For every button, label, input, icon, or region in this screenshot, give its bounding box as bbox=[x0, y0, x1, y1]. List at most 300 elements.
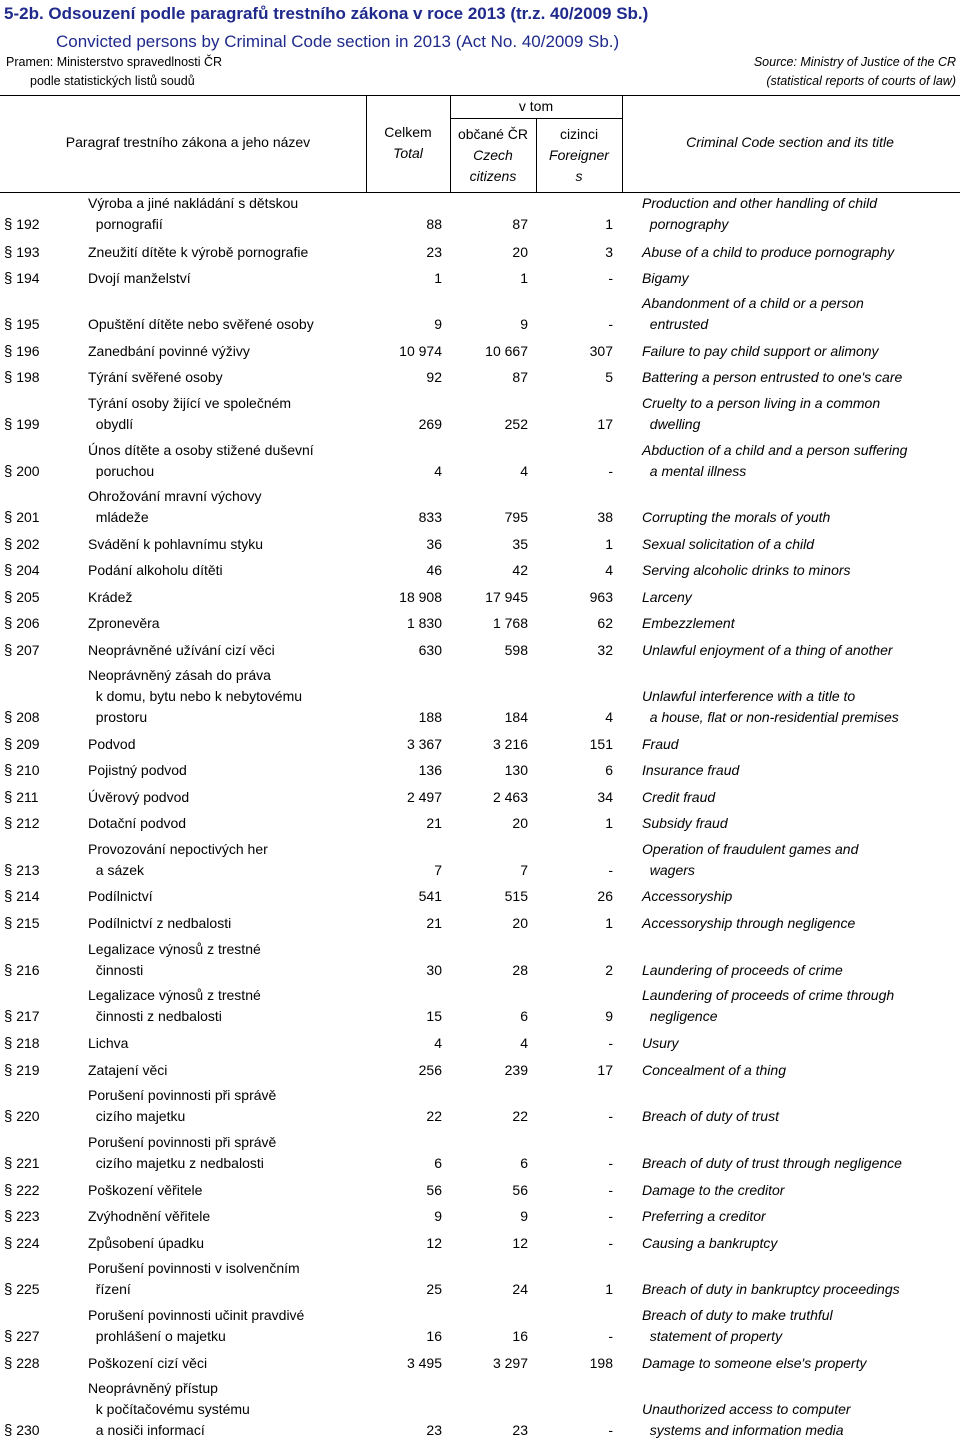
total-value: 1 bbox=[434, 270, 442, 286]
czech-citizens-value: 184 bbox=[504, 709, 528, 725]
section-number bbox=[4, 1106, 40, 1127]
section-title-cz: Legalizace výnosů z trestné činnosti z nedbalosti bbox=[88, 987, 261, 1024]
section-number bbox=[4, 1279, 40, 1300]
section-title-en: Usury bbox=[642, 1035, 679, 1051]
header-czech-cz: občané ČR bbox=[457, 126, 529, 142]
header-section-cz: Paragraf trestního zákona a jeho název bbox=[65, 134, 311, 150]
table-row bbox=[0, 1260, 960, 1300]
total-value: 833 bbox=[418, 509, 442, 525]
total-value: 4 bbox=[434, 463, 442, 479]
foreigners-value: 4 bbox=[605, 562, 613, 578]
czech-citizens-value: 56 bbox=[512, 1182, 528, 1198]
czech-citizens-value: 12 bbox=[512, 1235, 528, 1251]
table-row bbox=[0, 1307, 960, 1347]
section-number bbox=[4, 341, 40, 362]
section-title-en: Accessoryship through negligence bbox=[642, 915, 856, 931]
section-number bbox=[4, 1060, 40, 1081]
section-title-en: Laundering of proceeds of crime through negligence bbox=[642, 987, 895, 1024]
section-title-en: Production and other handling of child pornography bbox=[642, 195, 878, 232]
foreigners-value: 1 bbox=[605, 915, 613, 931]
total-value: 2 497 bbox=[406, 789, 442, 805]
section-sign: § bbox=[4, 1281, 13, 1298]
section-title-en: Abandonment of a child or a person entrusted bbox=[642, 295, 864, 332]
foreigners-value: 17 bbox=[597, 1062, 613, 1078]
table-row bbox=[0, 562, 960, 581]
total-value: 23 bbox=[426, 1422, 442, 1438]
section-number-value: 220 bbox=[12, 1108, 40, 1124]
section-number bbox=[4, 640, 40, 661]
total-value: 18 908 bbox=[399, 589, 442, 605]
section-title-en: Unauthorized access to computer systems and information media bbox=[642, 1401, 851, 1438]
czech-citizens-value: 598 bbox=[504, 642, 528, 658]
section-number bbox=[4, 813, 40, 834]
section-title-en: Sexual solicitation of a child bbox=[642, 536, 814, 552]
section-title-cz: Porušení povinnosti při správě cizího majetku bbox=[88, 1087, 277, 1124]
total-value: 3 367 bbox=[406, 736, 442, 752]
section-sign: § bbox=[4, 369, 13, 386]
total-value: 16 bbox=[426, 1328, 442, 1344]
section-title-cz: Týrání svěřené osoby bbox=[88, 369, 223, 385]
foreigners-value: - bbox=[608, 1235, 613, 1251]
czech-citizens-value: 23 bbox=[512, 1422, 528, 1438]
section-sign: § bbox=[4, 762, 13, 779]
section-number-value: 214 bbox=[12, 888, 40, 904]
section-number bbox=[4, 534, 40, 555]
total-value: 21 bbox=[426, 915, 442, 931]
total-value: 25 bbox=[426, 1281, 442, 1297]
table-row bbox=[0, 1380, 960, 1441]
section-title-en: Concealment of a thing bbox=[642, 1062, 786, 1078]
foreigners-value: 1 bbox=[605, 815, 613, 831]
section-number-value: 200 bbox=[12, 463, 40, 479]
czech-citizens-value: 252 bbox=[504, 416, 528, 432]
foreigners-value: 17 bbox=[597, 416, 613, 432]
table-row bbox=[0, 536, 960, 555]
section-title-en: Subsidy fraud bbox=[642, 815, 728, 831]
section-title-en: Insurance fraud bbox=[642, 762, 740, 778]
section-number bbox=[4, 1326, 40, 1347]
source-en-line2: (statistical reports of courts of law) bbox=[766, 74, 956, 88]
section-title-cz: Pojistný podvod bbox=[88, 762, 187, 778]
czech-citizens-value: 28 bbox=[512, 962, 528, 978]
czech-citizens-value: 4 bbox=[520, 463, 528, 479]
table-row bbox=[0, 987, 960, 1027]
foreigners-value: 9 bbox=[605, 1008, 613, 1024]
section-sign: § bbox=[4, 1328, 13, 1345]
table-row bbox=[0, 1087, 960, 1127]
section-number-value: 219 bbox=[12, 1062, 40, 1078]
czech-citizens-value: 20 bbox=[512, 815, 528, 831]
section-number bbox=[4, 1353, 40, 1374]
section-title-en: Damage to someone else's property bbox=[642, 1355, 867, 1371]
total-value: 541 bbox=[418, 888, 442, 904]
foreigners-value: - bbox=[608, 1182, 613, 1198]
section-number bbox=[4, 860, 40, 881]
section-number bbox=[4, 1420, 40, 1441]
total-value: 9 bbox=[434, 316, 442, 332]
foreigners-value: - bbox=[608, 1328, 613, 1344]
section-title-cz: Dvojí manželství bbox=[88, 270, 191, 286]
section-number-value: 192 bbox=[12, 216, 40, 232]
section-sign: § bbox=[4, 915, 13, 932]
section-title-cz: Neoprávněné užívání cizí věci bbox=[88, 642, 275, 658]
table-row bbox=[0, 915, 960, 934]
section-sign: § bbox=[4, 509, 13, 526]
section-sign: § bbox=[4, 1008, 13, 1025]
section-title-cz: Zatajení věci bbox=[88, 1062, 168, 1078]
section-sign: § bbox=[4, 244, 13, 261]
section-sign: § bbox=[4, 888, 13, 905]
section-number-value: 215 bbox=[12, 915, 40, 931]
foreigners-value: - bbox=[608, 1035, 613, 1051]
section-number-value: 194 bbox=[12, 270, 40, 286]
table-row bbox=[0, 589, 960, 608]
section-sign: § bbox=[4, 562, 13, 579]
table-row bbox=[0, 841, 960, 881]
foreigners-value: - bbox=[608, 1108, 613, 1124]
total-value: 7 bbox=[434, 862, 442, 878]
section-number bbox=[4, 1006, 40, 1027]
section-sign: § bbox=[4, 343, 13, 360]
section-number bbox=[4, 242, 40, 263]
section-sign: § bbox=[4, 589, 13, 606]
section-title-en: Abduction of a child and a person suffering a mental illness bbox=[642, 442, 908, 479]
section-sign: § bbox=[4, 1422, 13, 1439]
section-title-cz: Krádež bbox=[88, 589, 133, 605]
section-number bbox=[4, 913, 40, 934]
section-title-en: Abuse of a child to produce pornography bbox=[642, 244, 895, 260]
total-value: 269 bbox=[418, 416, 442, 432]
header-foreign-en1: Foreigner bbox=[549, 147, 609, 163]
section-number-value: 221 bbox=[12, 1155, 40, 1171]
section-title-cz: Zanedbání povinné výživy bbox=[88, 343, 250, 359]
section-number-value: 217 bbox=[12, 1008, 40, 1024]
section-title-en: Failure to pay child support or alimony bbox=[642, 343, 879, 359]
czech-citizens-value: 3 297 bbox=[492, 1355, 528, 1371]
total-value: 1 830 bbox=[406, 615, 442, 631]
section-sign: § bbox=[4, 815, 13, 832]
section-number-value: 223 bbox=[12, 1208, 40, 1224]
section-number bbox=[4, 1033, 40, 1054]
header-foreign-cz: cizinci bbox=[559, 126, 599, 142]
section-sign: § bbox=[4, 1235, 13, 1252]
czech-citizens-value: 16 bbox=[512, 1328, 528, 1344]
total-value: 46 bbox=[426, 562, 442, 578]
table-row bbox=[0, 442, 960, 482]
foreigners-value: 2 bbox=[605, 962, 613, 978]
section-number bbox=[4, 314, 40, 335]
foreigners-value: 38 bbox=[597, 509, 613, 525]
section-title-cz: Způsobení úpadku bbox=[88, 1235, 204, 1251]
section-sign: § bbox=[4, 962, 13, 979]
section-number-value: 204 bbox=[12, 562, 40, 578]
section-number bbox=[4, 707, 40, 728]
section-title-en: Bigamy bbox=[642, 270, 689, 286]
czech-citizens-value: 795 bbox=[504, 509, 528, 525]
foreigners-value: 1 bbox=[605, 1281, 613, 1297]
foreigners-value: - bbox=[608, 270, 613, 286]
section-sign: § bbox=[4, 862, 13, 879]
table-row bbox=[0, 369, 960, 388]
czech-citizens-value: 1 bbox=[520, 270, 528, 286]
table-row bbox=[0, 195, 960, 235]
section-number-value: 208 bbox=[12, 709, 40, 725]
table-row bbox=[0, 888, 960, 907]
section-sign: § bbox=[4, 789, 13, 806]
table-row bbox=[0, 789, 960, 808]
section-title-en: Larceny bbox=[642, 589, 692, 605]
czech-citizens-value: 17 945 bbox=[485, 589, 528, 605]
foreigners-value: - bbox=[608, 1422, 613, 1438]
section-title-cz: Provozování nepoctivých her a sázek bbox=[88, 841, 268, 878]
section-number-value: 193 bbox=[12, 244, 40, 260]
total-value: 22 bbox=[426, 1108, 442, 1124]
section-title-cz: Zvýhodnění věřitele bbox=[88, 1208, 211, 1224]
section-title-en: Battering a person entrusted to one's care bbox=[642, 369, 903, 385]
section-number-value: 228 bbox=[12, 1355, 40, 1371]
section-title-cz: Neoprávněný zásah do práva k domu, bytu nebo k nebytovému prostoru bbox=[88, 667, 303, 725]
total-value: 10 974 bbox=[399, 343, 442, 359]
section-number-value: 224 bbox=[12, 1235, 40, 1251]
section-title-en: Credit fraud bbox=[642, 789, 716, 805]
table-row bbox=[0, 1355, 960, 1374]
foreigners-value: 5 bbox=[605, 369, 613, 385]
table-row bbox=[0, 244, 960, 263]
foreigners-value: 32 bbox=[597, 642, 613, 658]
total-value: 21 bbox=[426, 815, 442, 831]
section-title-en: Laundering of proceeds of crime bbox=[642, 962, 843, 978]
section-number-value: 198 bbox=[12, 369, 40, 385]
foreigners-value: 1 bbox=[605, 536, 613, 552]
section-title-cz: Úvěrový podvod bbox=[88, 789, 190, 805]
header-total-en: Total bbox=[393, 145, 423, 161]
section-title-cz: Podání alkoholu dítěti bbox=[88, 562, 223, 578]
section-title-cz: Porušení povinnosti učinit pravdivé prohlášení o majetku bbox=[88, 1307, 305, 1344]
section-title-en: Corrupting the morals of youth bbox=[642, 509, 831, 525]
table-row bbox=[0, 488, 960, 528]
table-row bbox=[0, 941, 960, 981]
czech-citizens-value: 42 bbox=[512, 562, 528, 578]
header-of-which: v tom bbox=[518, 98, 554, 114]
table-row bbox=[0, 1235, 960, 1254]
foreigners-value: 307 bbox=[589, 343, 613, 359]
header-section-en: Criminal Code section and its title bbox=[686, 134, 894, 150]
table-row bbox=[0, 1062, 960, 1081]
section-title-en: Breach of duty of trust bbox=[642, 1108, 779, 1124]
section-number bbox=[4, 613, 40, 634]
czech-citizens-value: 20 bbox=[512, 244, 528, 260]
section-number-value: 210 bbox=[12, 762, 40, 778]
section-number-value: 227 bbox=[12, 1328, 40, 1344]
table-row bbox=[0, 270, 960, 289]
foreigners-value: 3 bbox=[605, 244, 613, 260]
section-title-en: Unlawful enjoyment of a thing of another bbox=[642, 642, 893, 658]
section-number bbox=[4, 214, 40, 235]
section-number bbox=[4, 367, 40, 388]
section-title-cz: Výroba a jiné nakládání s dětskou pornografií bbox=[88, 195, 299, 232]
section-title-cz: Ohrožování mravní výchovy mládeže bbox=[88, 488, 262, 525]
section-sign: § bbox=[4, 316, 13, 333]
section-title-cz: Podílnictví bbox=[88, 888, 153, 904]
czech-citizens-value: 239 bbox=[504, 1062, 528, 1078]
foreigners-value: 151 bbox=[589, 736, 613, 752]
czech-citizens-value: 6 bbox=[520, 1155, 528, 1171]
section-number bbox=[4, 760, 40, 781]
section-title-cz: Poškození věřitele bbox=[88, 1182, 203, 1198]
total-value: 23 bbox=[426, 244, 442, 260]
section-sign: § bbox=[4, 1108, 13, 1125]
czech-citizens-value: 6 bbox=[520, 1008, 528, 1024]
section-title-en: Causing a bankruptcy bbox=[642, 1235, 778, 1251]
foreigners-value: - bbox=[608, 1208, 613, 1224]
section-title-cz: Dotační podvod bbox=[88, 815, 187, 831]
table-row bbox=[0, 1134, 960, 1174]
section-title-en: Breach of duty of trust through negligence bbox=[642, 1155, 902, 1171]
czech-citizens-value: 7 bbox=[520, 862, 528, 878]
total-value: 9 bbox=[434, 1208, 442, 1224]
section-number bbox=[4, 1153, 40, 1174]
section-sign: § bbox=[4, 463, 13, 480]
total-value: 30 bbox=[426, 962, 442, 978]
table-row bbox=[0, 1035, 960, 1054]
czech-citizens-value: 4 bbox=[520, 1035, 528, 1051]
section-title-en: Unlawful interference with a title to a house, flat or non-residential premises bbox=[642, 688, 899, 725]
section-number bbox=[4, 1233, 40, 1254]
table-row bbox=[0, 615, 960, 634]
section-title-cz: Podvod bbox=[88, 736, 136, 752]
czech-citizens-value: 24 bbox=[512, 1281, 528, 1297]
section-title-cz: Zpronevěra bbox=[88, 615, 160, 631]
total-value: 56 bbox=[426, 1182, 442, 1198]
section-title-cz: Lichva bbox=[88, 1035, 129, 1051]
section-number-value: 205 bbox=[12, 589, 40, 605]
section-title-cz: Poškození cizí věci bbox=[88, 1355, 208, 1371]
czech-citizens-value: 10 667 bbox=[485, 343, 528, 359]
section-sign: § bbox=[4, 536, 13, 553]
section-title-cz: Únos dítěte a osoby stižené duševní poruchou bbox=[88, 442, 314, 479]
table-row bbox=[0, 762, 960, 781]
section-title-en: Breach of duty to make truthful statement of property bbox=[642, 1307, 833, 1344]
section-title-cz: Legalizace výnosů z trestné činnosti bbox=[88, 941, 261, 978]
section-number bbox=[4, 1206, 40, 1227]
section-sign: § bbox=[4, 736, 13, 753]
foreigners-value: 198 bbox=[589, 1355, 613, 1371]
total-value: 36 bbox=[426, 536, 442, 552]
section-title-en: Fraud bbox=[642, 736, 679, 752]
table-row bbox=[0, 343, 960, 362]
section-number bbox=[4, 560, 40, 581]
section-title-cz: Porušení povinnosti v isolvenčním řízení bbox=[88, 1260, 300, 1297]
section-number bbox=[4, 461, 40, 482]
czech-citizens-value: 87 bbox=[512, 216, 528, 232]
total-value: 15 bbox=[426, 1008, 442, 1024]
section-number-value: 216 bbox=[12, 962, 40, 978]
total-value: 256 bbox=[418, 1062, 442, 1078]
section-sign: § bbox=[4, 709, 13, 726]
section-number-value: 201 bbox=[12, 509, 40, 525]
section-sign: § bbox=[4, 642, 13, 659]
foreigners-value: 62 bbox=[597, 615, 613, 631]
section-number-value: 222 bbox=[12, 1182, 40, 1198]
section-sign: § bbox=[4, 1182, 13, 1199]
table-row bbox=[0, 642, 960, 661]
table-row bbox=[0, 1208, 960, 1227]
section-sign: § bbox=[4, 615, 13, 632]
section-title-en: Breach of duty in bankruptcy proceedings bbox=[642, 1281, 900, 1297]
section-number bbox=[4, 960, 40, 981]
total-value: 6 bbox=[434, 1155, 442, 1171]
total-value: 188 bbox=[418, 709, 442, 725]
section-sign: § bbox=[4, 416, 13, 433]
section-number-value: 230 bbox=[12, 1422, 40, 1438]
section-title-en: Embezzlement bbox=[642, 615, 735, 631]
section-number-value: 202 bbox=[12, 536, 40, 552]
section-sign: § bbox=[4, 1062, 13, 1079]
section-sign: § bbox=[4, 1155, 13, 1172]
total-value: 4 bbox=[434, 1035, 442, 1051]
section-sign: § bbox=[4, 1035, 13, 1052]
czech-citizens-value: 2 463 bbox=[492, 789, 528, 805]
section-sign: § bbox=[4, 1208, 13, 1225]
section-number-value: 209 bbox=[12, 736, 40, 752]
section-title-cz: Týrání osoby žijící ve společném obydlí bbox=[88, 395, 292, 432]
section-title-en: Operation of fraudulent games and wagers bbox=[642, 841, 859, 878]
section-number-value: 212 bbox=[12, 815, 40, 831]
czech-citizens-value: 22 bbox=[512, 1108, 528, 1124]
foreigners-value: 6 bbox=[605, 762, 613, 778]
czech-citizens-value: 515 bbox=[504, 888, 528, 904]
section-number bbox=[4, 587, 40, 608]
section-sign: § bbox=[4, 1355, 13, 1372]
table-row bbox=[0, 395, 960, 435]
foreigners-value: 26 bbox=[597, 888, 613, 904]
section-number-value: 206 bbox=[12, 615, 40, 631]
col-sep-foreign bbox=[622, 95, 623, 193]
section-title-cz: Svádění k pohlavnímu styku bbox=[88, 536, 264, 552]
section-title-en: Damage to the creditor bbox=[642, 1182, 785, 1198]
czech-citizens-value: 9 bbox=[520, 1208, 528, 1224]
section-number bbox=[4, 1180, 40, 1201]
total-value: 88 bbox=[426, 216, 442, 232]
table-row bbox=[0, 815, 960, 834]
foreigners-value: - bbox=[608, 463, 613, 479]
section-title-cz: Porušení povinnosti při správě cizího majetku z nedbalosti bbox=[88, 1134, 277, 1171]
table-title-en: Convicted persons by Criminal Code section in 2013 (Act No. 40/2009 Sb.) bbox=[56, 32, 620, 51]
section-number bbox=[4, 787, 39, 808]
section-sign: § bbox=[4, 216, 13, 233]
section-number-value: 196 bbox=[12, 343, 40, 359]
foreigners-value: - bbox=[608, 1155, 613, 1171]
source-en-line1: Source: Ministry of Justice of the CR bbox=[753, 55, 956, 69]
section-number-value: 213 bbox=[12, 862, 40, 878]
table-row bbox=[0, 295, 960, 335]
section-title-cz: Opuštění dítěte nebo svěřené osoby bbox=[88, 316, 314, 332]
source-cz-line2: podle statistických listů soudů bbox=[30, 74, 195, 88]
czech-citizens-value: 35 bbox=[512, 536, 528, 552]
table-row bbox=[0, 667, 960, 728]
table-row bbox=[0, 736, 960, 755]
czech-citizens-value: 130 bbox=[504, 762, 528, 778]
czech-citizens-value: 20 bbox=[512, 915, 528, 931]
section-title-en: Cruelty to a person living in a common dwelling bbox=[642, 395, 881, 432]
section-number bbox=[4, 734, 40, 755]
header-foreign-en2: s bbox=[575, 168, 583, 184]
section-number-value: 218 bbox=[12, 1035, 40, 1051]
total-value: 92 bbox=[426, 369, 442, 385]
section-title-cz: Podílnictví z nedbalosti bbox=[88, 915, 232, 931]
section-number-value: 195 bbox=[12, 316, 40, 332]
foreigners-value: - bbox=[608, 862, 613, 878]
